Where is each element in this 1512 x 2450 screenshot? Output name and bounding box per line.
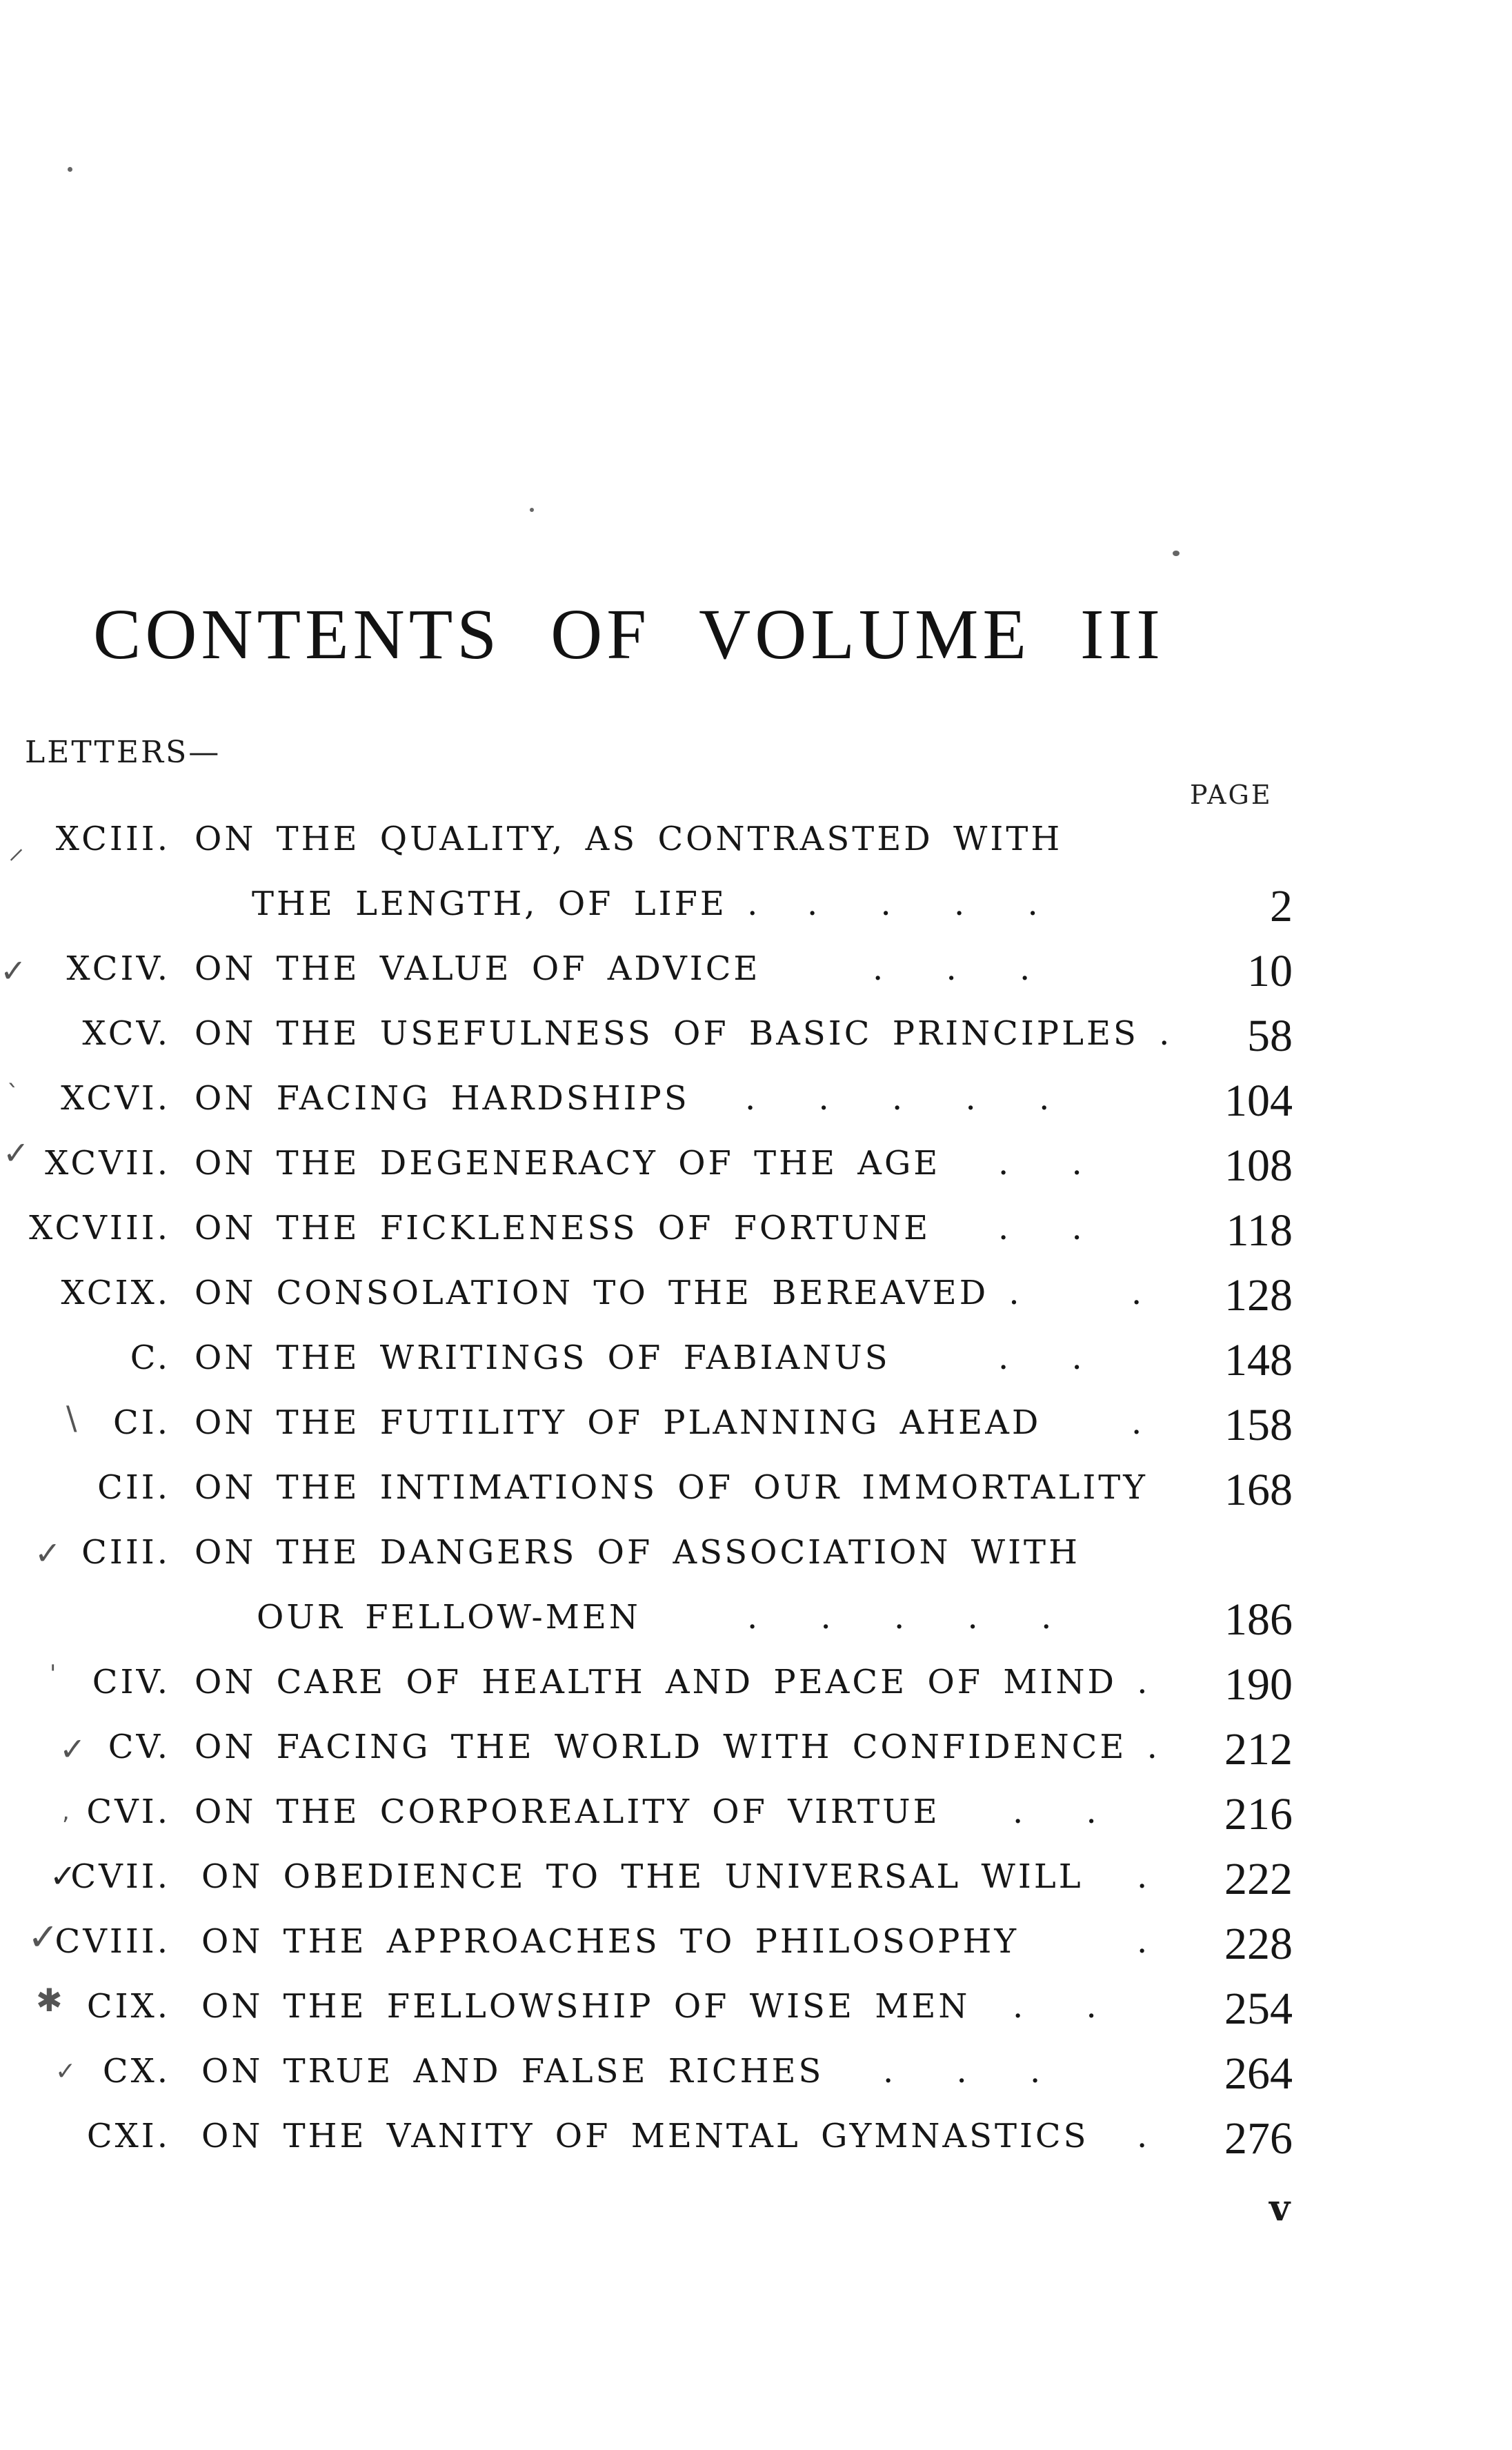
entry-title: ON THE VALUE OF ADVICE xyxy=(195,949,761,988)
list-item-continuation xyxy=(0,881,1512,940)
entry-title: ON THE FUTILITY OF PLANNING AHEAD xyxy=(195,1403,1042,1442)
checkmark-icon: ✓ xyxy=(0,952,27,989)
page-number: 10 xyxy=(1247,946,1293,996)
page-column-header: PAGE xyxy=(1190,780,1273,810)
page-number: 158 xyxy=(1224,1400,1293,1450)
entry-numeral: XCVII. xyxy=(45,1144,170,1183)
tick-mark-icon: ' xyxy=(50,1660,57,1688)
list-item xyxy=(0,1982,1512,2042)
entry-title: ON TRUE AND FALSE RICHES xyxy=(201,2052,824,2091)
page-number: 118 xyxy=(1226,1205,1293,1256)
page-number: 148 xyxy=(1224,1335,1293,1385)
leader-dots: . . xyxy=(998,1338,1108,1377)
page-number: 128 xyxy=(1224,1270,1293,1321)
checkmark-icon: ✓ xyxy=(3,1134,30,1172)
list-item xyxy=(0,946,1512,1005)
entry-title: ON THE APPROACHES TO PHILOSOPHY xyxy=(201,1922,1019,1961)
leader-dots: . . . xyxy=(883,2052,1067,2091)
page-number: 216 xyxy=(1224,1789,1293,1839)
entry-title xyxy=(195,820,1133,858)
entry-title: ON THE FICKLENESS OF FORTUNE xyxy=(195,1209,931,1247)
entry-numeral: CII. xyxy=(97,1468,170,1507)
checkmark-icon: ✓ xyxy=(55,2057,77,2086)
page-number: 276 xyxy=(1224,2113,1293,2164)
entry-numeral: CVI. xyxy=(86,1792,170,1831)
leader-dots: . xyxy=(1131,1403,1142,1442)
page-number: 108 xyxy=(1224,1140,1293,1191)
contents-title: CONTENTS OF VOLUME III xyxy=(93,595,1164,674)
page-number: 186 xyxy=(1224,1594,1293,1645)
page-folio: v xyxy=(1269,2187,1291,2229)
leader-dots: . . . . xyxy=(807,885,1064,923)
checkmark-icon: ✓ xyxy=(50,1857,77,1895)
leader-dots: . . xyxy=(1013,1987,1123,2026)
tick-mark-icon: ` xyxy=(7,1080,19,1109)
section-label: LETTERS— xyxy=(25,735,221,770)
list-item xyxy=(0,1335,1512,1394)
leader-dots: . xyxy=(1137,1922,1148,1961)
entry-numeral: XCIV. xyxy=(66,949,170,988)
entry-title: ON CARE OF HEALTH AND PEACE OF MIND . xyxy=(195,1663,1151,1701)
page-number: 264 xyxy=(1224,2048,1293,2099)
star-mark-icon: ✱ xyxy=(36,1982,63,2019)
leader-dots: . . . . . xyxy=(745,1079,1076,1118)
entry-numeral: XCVI. xyxy=(61,1079,170,1118)
entry-numeral: XCVIII. xyxy=(29,1209,170,1247)
page-number: 104 xyxy=(1224,1076,1293,1126)
list-item xyxy=(0,1465,1512,1523)
list-item xyxy=(0,1533,1512,1588)
entry-numeral: CIV. xyxy=(92,1663,170,1701)
entry-numeral: XCIX. xyxy=(61,1274,170,1312)
list-item xyxy=(0,1205,1512,1264)
entry-numeral: C. xyxy=(130,1338,170,1377)
entry-title: ON THE CORPOREALITY OF VIRTUE xyxy=(195,1792,940,1831)
list-item xyxy=(0,2113,1512,2172)
list-item xyxy=(0,1011,1512,1069)
leader-dots: . . xyxy=(998,1144,1108,1183)
entry-title: ON THE INTIMATIONS OF OUR IMMORTALITY xyxy=(195,1468,1148,1507)
entry-title: ON THE WRITINGS OF FABIANUS xyxy=(195,1338,891,1377)
list-item xyxy=(0,1915,1512,1977)
entry-numeral: CVIII. xyxy=(54,1922,170,1961)
entry-title: ON THE DEGENERACY OF THE AGE xyxy=(195,1144,941,1183)
entry-title: ON OBEDIENCE TO THE UNIVERSAL WILL xyxy=(201,1857,1084,1896)
entry-numeral: CI. xyxy=(113,1403,170,1442)
scan-speck xyxy=(530,508,534,512)
page-number: 212 xyxy=(1224,1724,1293,1775)
page-number: 228 xyxy=(1224,1919,1293,1969)
leader-dots: . xyxy=(1131,1274,1142,1312)
list-item xyxy=(0,1724,1512,1783)
checkmark-icon: ✓ xyxy=(28,1915,59,1959)
entry-title-continued: OUR FELLOW-MEN xyxy=(257,1598,641,1637)
page-number: 168 xyxy=(1224,1465,1293,1515)
entry-numeral: CXI. xyxy=(86,2117,170,2155)
entry-numeral: XCV. xyxy=(82,1014,170,1053)
page-number: 254 xyxy=(1224,1984,1293,2034)
leader-dots: . . xyxy=(1013,1792,1123,1831)
entry-title-line: ON THE DANGERS OF ASSOCIATION WITH xyxy=(195,1533,1080,1572)
entry-title-line: ON THE QUALITY, AS CONTRASTED WITH xyxy=(195,820,1063,858)
leader-dots: . xyxy=(1137,1857,1148,1896)
list-item xyxy=(0,1270,1512,1329)
entry-numeral: CV. xyxy=(108,1728,170,1766)
entry-numeral: CVII. xyxy=(70,1857,170,1896)
entry-title xyxy=(195,1533,1140,1572)
scan-speck xyxy=(68,167,72,172)
checkmark-icon: ✓ xyxy=(59,1730,86,1768)
list-item xyxy=(0,1076,1512,1134)
page-number: 58 xyxy=(1247,1011,1293,1061)
leader-dots: . . . xyxy=(873,949,1057,988)
entry-title: ON CONSOLATION TO THE BEREAVED . xyxy=(195,1274,1022,1312)
list-item xyxy=(0,820,1512,875)
page-number: 222 xyxy=(1224,1854,1293,1904)
tick-mark-icon: , xyxy=(62,1798,70,1826)
checkmark-icon: ✓ xyxy=(34,1534,61,1572)
list-item xyxy=(0,1399,1512,1459)
page-number: 190 xyxy=(1224,1659,1293,1710)
list-item xyxy=(0,2048,1512,2107)
list-item xyxy=(0,1134,1512,1199)
list-item xyxy=(0,1854,1512,1913)
entry-title: ON FACING THE WORLD WITH CONFIDENCE . xyxy=(195,1728,1160,1766)
list-item xyxy=(0,1659,1512,1718)
page-number: 2 xyxy=(1270,881,1293,931)
entry-title-continued: THE LENGTH, OF LIFE . xyxy=(252,885,761,923)
entry-numeral: XCIII. xyxy=(55,820,170,858)
leader-dots: . . . . . xyxy=(747,1598,1078,1637)
entry-title: ON THE USEFULNESS OF BASIC PRINCIPLES . xyxy=(195,1014,1173,1053)
entry-title: ON THE FELLOWSHIP OF WISE MEN xyxy=(201,1987,971,2026)
entry-numeral: CX. xyxy=(102,2052,170,2091)
entry-title: ON FACING HARDSHIPS xyxy=(195,1079,690,1118)
entry-numeral: CIX. xyxy=(86,1987,170,2026)
scan-speck xyxy=(1173,551,1180,556)
entry-numeral: CIII. xyxy=(81,1533,170,1572)
leader-dots: . . xyxy=(998,1209,1108,1247)
list-item-continuation xyxy=(0,1594,1512,1653)
tick-mark-icon: \ xyxy=(66,1399,77,1436)
checkmark-icon: ⸝ xyxy=(8,829,24,866)
list-item xyxy=(0,1789,1512,1848)
leader-dots: . xyxy=(1137,2117,1148,2155)
entry-title: ON THE VANITY OF MENTAL GYMNASTICS xyxy=(201,2117,1089,2155)
